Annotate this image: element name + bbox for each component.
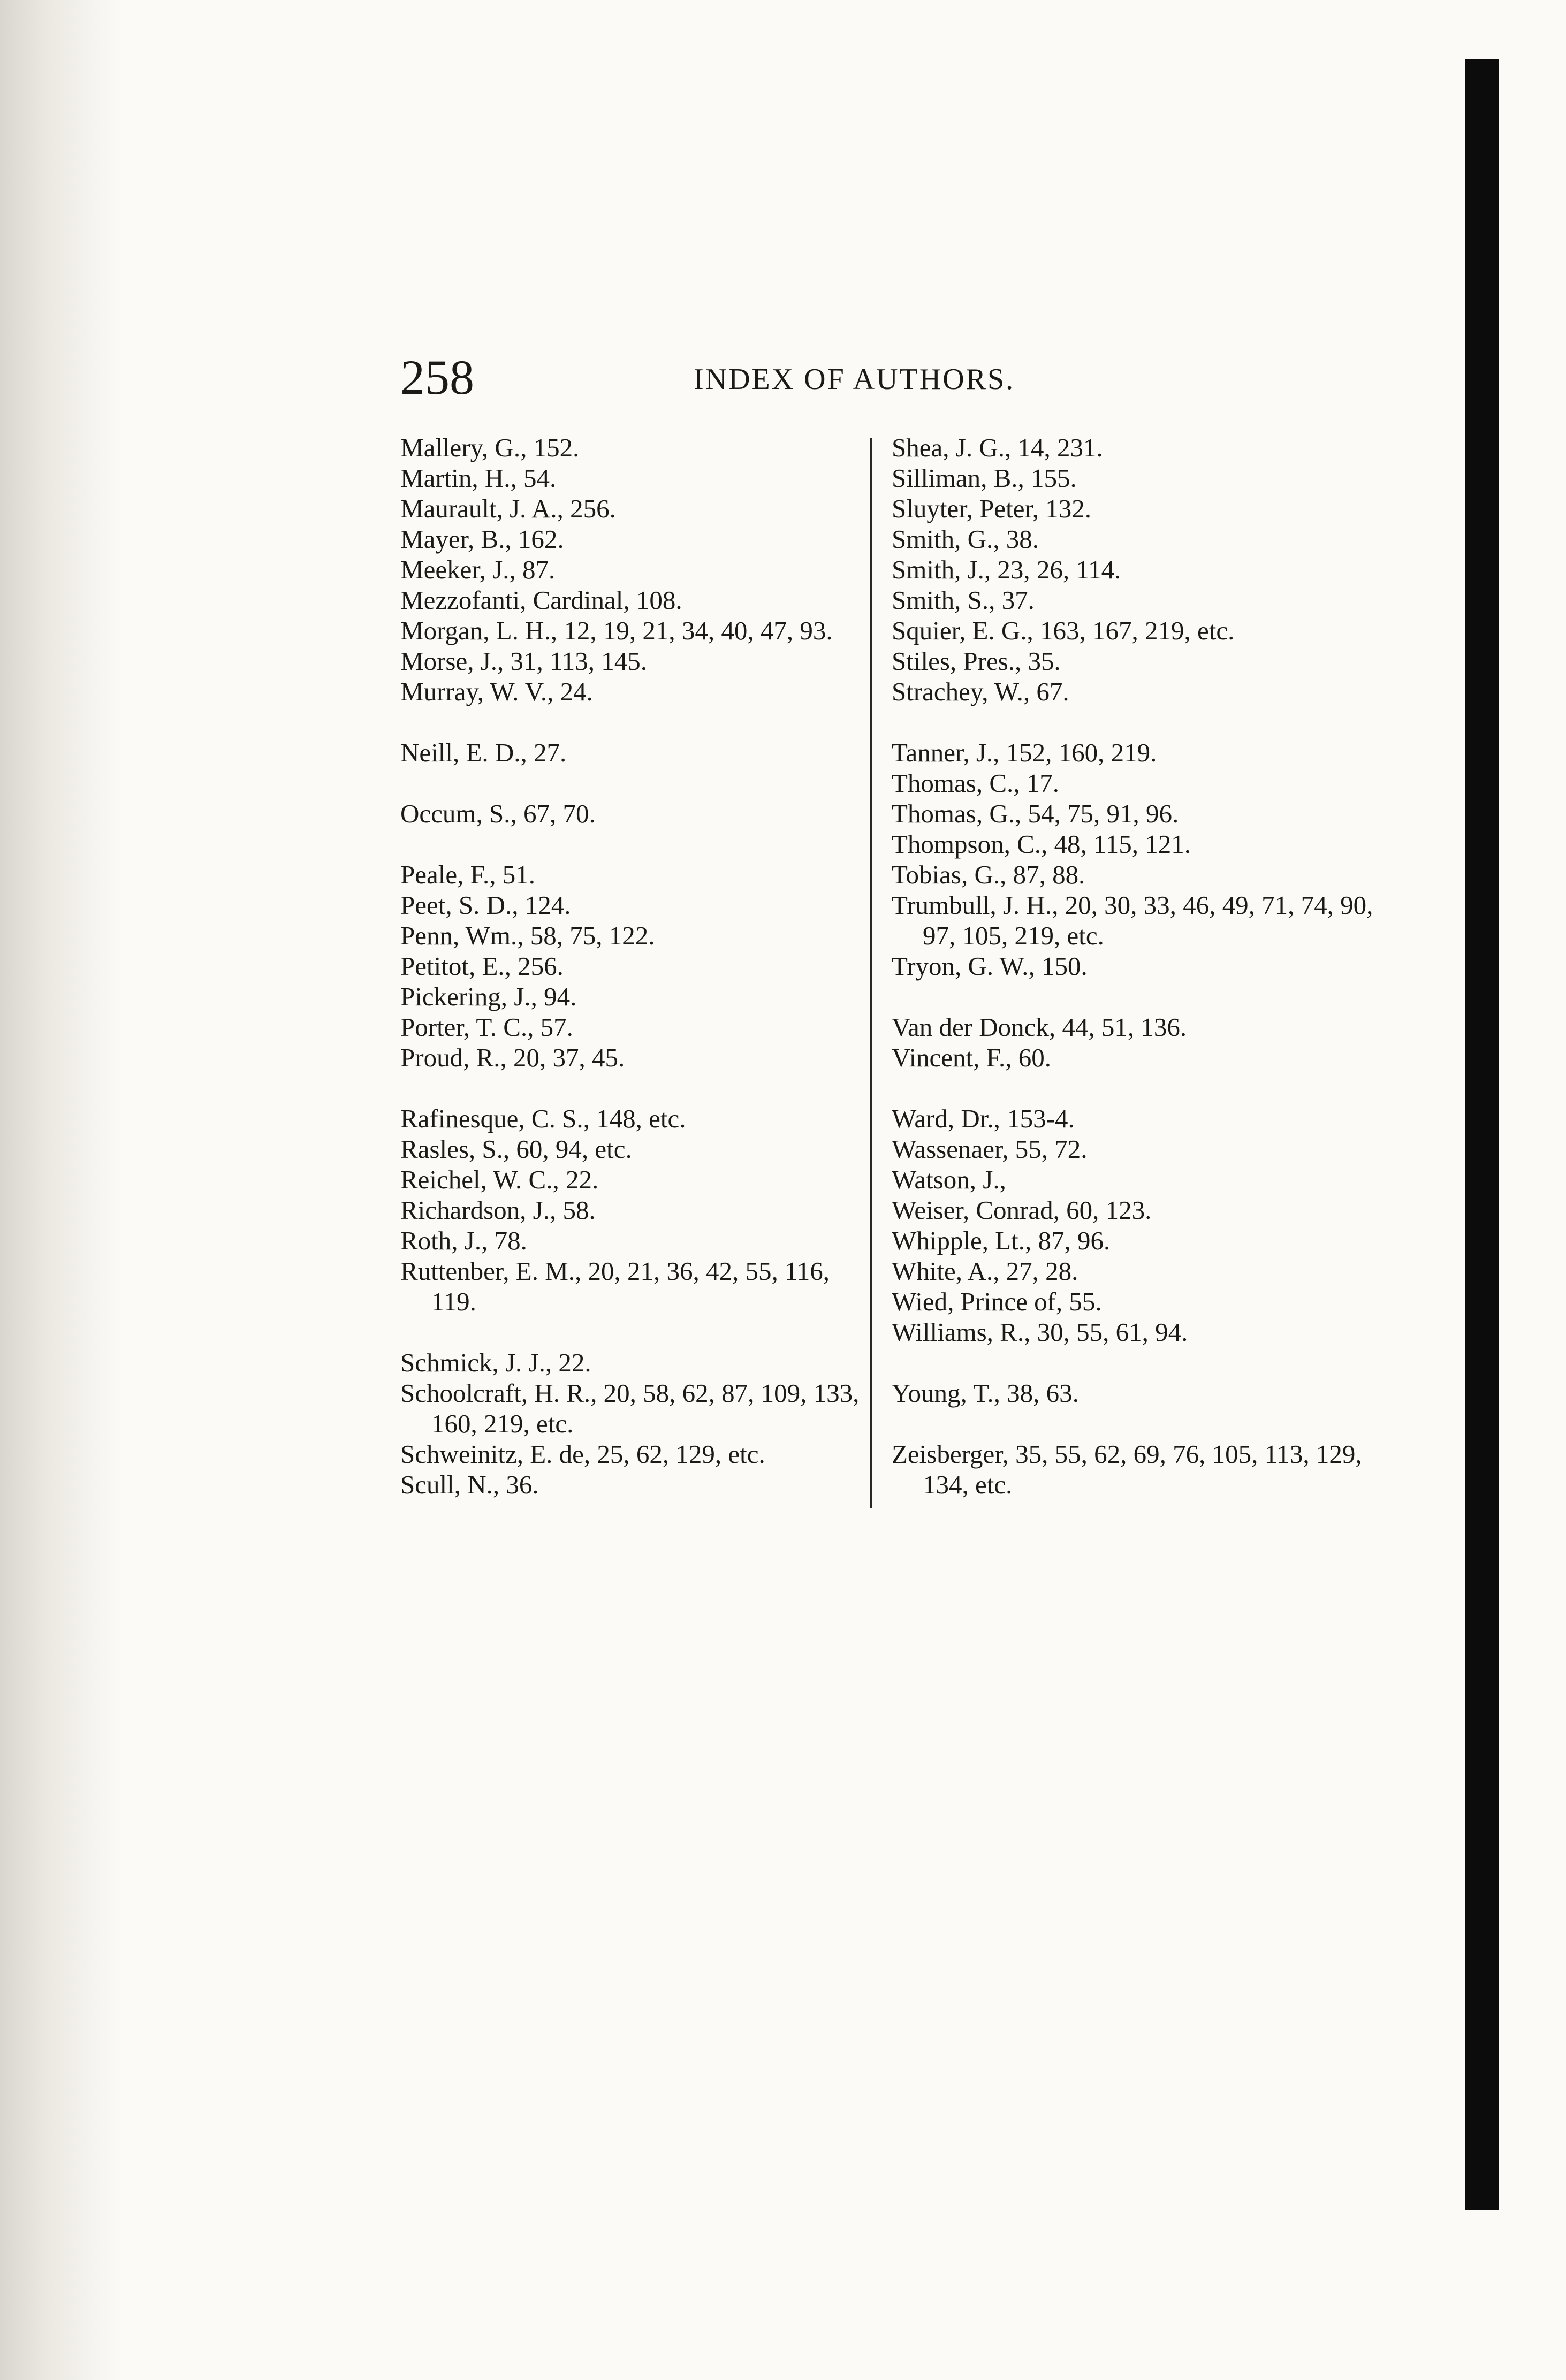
index-entry: Pickering, J., 94.	[400, 982, 577, 1011]
index-entry: Young, T., 38, 63.	[892, 1378, 1079, 1408]
index-section	[400, 859, 871, 1073]
index-entry: Watson, J.,	[892, 1165, 1006, 1194]
index-entry: Trumbull, J. H., 20, 30, 33, 46, 49, 71, 74, 90, 97, 105, 219, etc.	[892, 890, 1373, 950]
index-entry: Tanner, J., 152, 160, 219.	[892, 738, 1157, 767]
index-entry: Peale, F., 51.	[400, 860, 535, 889]
index-entry: Sluyter, Peter, 132.	[892, 494, 1092, 523]
index-entry: Tobias, G., 87, 88.	[892, 860, 1085, 889]
running-title: INDEX OF AUTHORS.	[694, 363, 1015, 396]
index-entry: Neill, E. D., 27.	[400, 738, 567, 767]
index-section	[400, 737, 871, 768]
index-entry: Shea, J. G., 14, 231.	[892, 433, 1103, 462]
index-entry: Strachey, W., 67.	[892, 677, 1069, 706]
index-entry: Tryon, G. W., 150.	[892, 951, 1088, 981]
index-section	[400, 798, 871, 829]
index-entry: Maurault, J. A., 256.	[400, 494, 616, 523]
index-entry: Rasles, S., 60, 94, etc.	[400, 1134, 632, 1164]
column-divider	[870, 438, 872, 1508]
index-entry: Smith, G., 38.	[892, 524, 1039, 554]
index-section	[892, 1012, 1373, 1073]
index-section	[892, 1103, 1373, 1347]
index-entry: Wied, Prince of, 55.	[892, 1287, 1102, 1316]
index-entry: Stiles, Pres., 35.	[892, 646, 1061, 676]
page-header	[400, 348, 1080, 407]
index-entry: Proud, R., 20, 37, 45.	[400, 1043, 625, 1072]
index-entry: Squier, E. G., 163, 167, 219, etc.	[892, 616, 1235, 645]
index-section	[400, 1347, 871, 1500]
index-entry: Martin, H., 54.	[400, 463, 557, 493]
index-entry: Mayer, B., 162.	[400, 524, 564, 554]
index-entry: Scull, N., 36.	[400, 1470, 539, 1499]
index-entry: Morse, J., 31, 113, 145.	[400, 646, 647, 676]
index-entry: Mezzofanti, Cardinal, 108.	[400, 585, 682, 615]
index-entry: Zeisberger, 35, 55, 62, 69, 76, 105, 113, 129, 134, etc.	[892, 1439, 1362, 1499]
index-section	[892, 1378, 1373, 1408]
index-entry: Schmick, J. J., 22.	[400, 1348, 591, 1377]
index-entry: Thomas, G., 54, 75, 91, 96.	[892, 799, 1179, 828]
page-number: 258	[400, 350, 474, 405]
index-entry: Richardson, J., 58.	[400, 1195, 596, 1225]
index-entry: Wassenaer, 55, 72.	[892, 1134, 1088, 1164]
index-column-right	[892, 432, 1373, 1530]
index-entry: Smith, J., 23, 26, 114.	[892, 555, 1121, 584]
index-entry: Murray, W. V., 24.	[400, 677, 593, 706]
index-entry: Rafinesque, C. S., 148, etc.	[400, 1104, 686, 1133]
index-entry: Occum, S., 67, 70.	[400, 799, 596, 828]
index-entry: Morgan, L. H., 12, 19, 21, 34, 40, 47, 93.	[400, 616, 833, 645]
index-entry: Petitot, E., 256.	[400, 951, 564, 981]
index-entry: Silliman, B., 155.	[892, 463, 1077, 493]
index-column-left	[400, 432, 871, 1530]
index-entry: Meeker, J., 87.	[400, 555, 556, 584]
binding-bar	[1465, 59, 1499, 2210]
index-entry: Williams, R., 30, 55, 61, 94.	[892, 1317, 1188, 1347]
index-section	[892, 737, 1373, 981]
index-entry: White, A., 27, 28.	[892, 1256, 1078, 1286]
index-entry: Peet, S. D., 124.	[400, 890, 571, 920]
index-entry: Thompson, C., 48, 115, 121.	[892, 829, 1191, 859]
index-section	[892, 432, 1373, 707]
index-entry: Smith, S., 37.	[892, 585, 1035, 615]
index-entry: Whipple, Lt., 87, 96.	[892, 1226, 1111, 1255]
index-entry: Schoolcraft, H. R., 20, 58, 62, 87, 109, 133, 160, 219, etc.	[400, 1378, 860, 1438]
index-entry: Schweinitz, E. de, 25, 62, 129, etc.	[400, 1439, 765, 1469]
index-entry: Vincent, F., 60.	[892, 1043, 1051, 1072]
index-entry: Penn, Wm., 58, 75, 122.	[400, 921, 655, 950]
index-entry: Ward, Dr., 153-4.	[892, 1104, 1075, 1133]
index-entry: Roth, J., 78.	[400, 1226, 527, 1255]
index-entry: Van der Donck, 44, 51, 136.	[892, 1012, 1187, 1042]
index-entry: Reichel, W. C., 22.	[400, 1165, 599, 1194]
index-entry: Porter, T. C., 57.	[400, 1012, 573, 1042]
index-entry: Thomas, C., 17.	[892, 768, 1060, 798]
index-entry: Mallery, G., 152.	[400, 433, 580, 462]
index-section	[400, 432, 871, 707]
index-section	[400, 1103, 871, 1317]
index-entry: Weiser, Conrad, 60, 123.	[892, 1195, 1152, 1225]
index-entry: Ruttenber, E. M., 20, 21, 36, 42, 55, 116, 119.	[400, 1256, 830, 1316]
page-edge-shadow	[0, 0, 123, 2380]
index-section	[892, 1439, 1373, 1500]
